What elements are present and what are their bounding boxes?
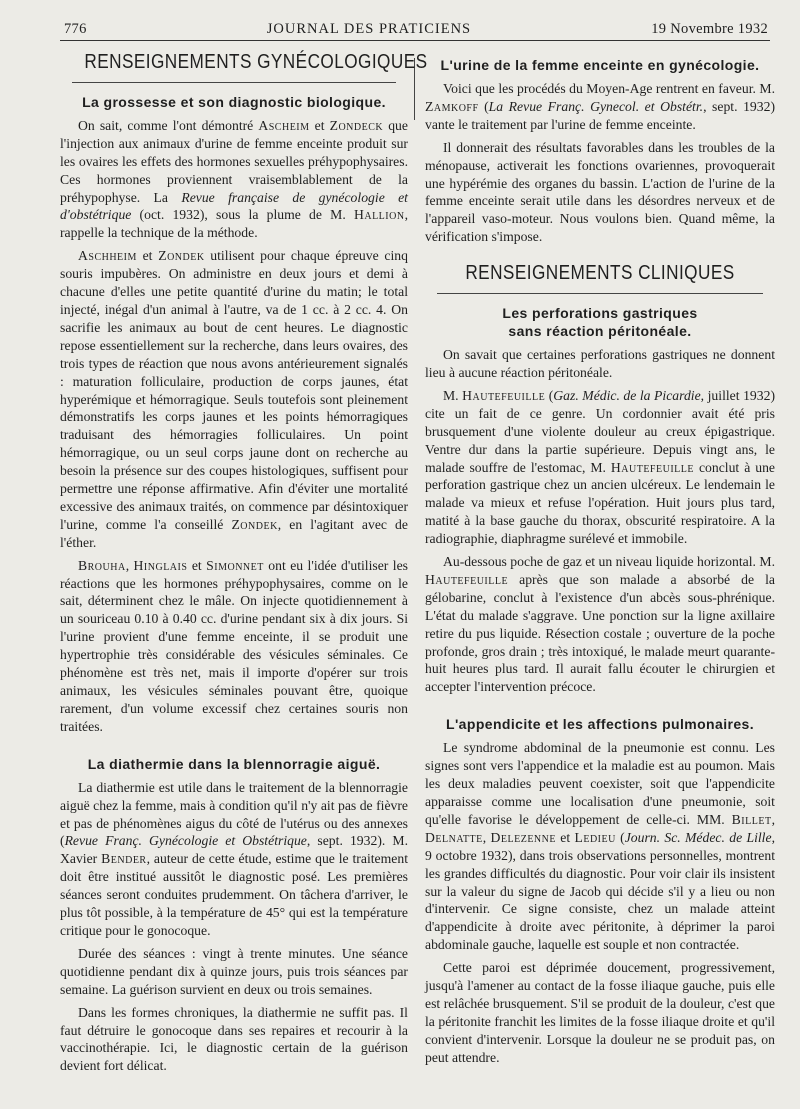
article-subtitle-perforations: sans réaction péritonéale.	[508, 323, 692, 340]
paragraph: On savait que certaines perforations gastriques ne donnent lieu à aucune réaction péritonéale.	[425, 347, 775, 380]
paragraph: Aschheim et Zondek utilisent pour chaque épreuve cinq souris impubères. On administre en deux jours et demi à chacune d'elles une petite quantité d'urine du matin; le total injecté, inégal d'un animal à l'autre, va de 1 cc. à 2 cc. 4. On sacrifie les animaux au bout de cent heures. Le diagnostic repose essentiellement sur la recherche, dans leurs ovaires, des trois types de réaction que nous avons antérieurement signalés : maturation folliculaire, production de corps jaunes, état hyperémique et hémorragique. Seuls toutefois sont pleinement démonstratifs les corps jaunes et les points hémorragiques traduisant des hémorragies folliculaires. Un point hémorragique, ou un seul corps jaune dont on recherche au besoin la présence sur des coupes histologiques, suffisent pour permettre une réponse affirmative. Afin d'éviter une mortalité excessive des animaux traités, on commence par désintoxiquer l'urine, comme l'a conseillé Zondek, en l'agitant avec de l'éther.	[60, 248, 408, 550]
paragraph: Brouha, Hinglais et Simonnet ont eu l'idée d'utiliser les réactions que les hormones préhypophysaires, comme on le sait, déterminent chez le mâle. On injecte quotidiennement à un souriceau 0.10 à 0.40 cc. d'urine pendant six à dix jours. Si l'urine provient d'une femme enceinte, il se produit une hypertrophie très considérable des vésicules séminales. Ce phénomène est très net, mais il importe d'opérer sur trois animaux, les vésicules séminales pouvant être, quoique rarement, d'un volume excessif chez certaines souris non traitées.	[60, 557, 408, 734]
header-rule	[60, 40, 770, 41]
paragraph: Voici que les procédés du Moyen-Age rentrent en faveur. M. Zamkoff (La Revue Franç. Gynecol. et Obstétr., sept. 1932) vante le traitement par l'urine de femme enceinte.	[425, 81, 776, 132]
right-column	[425, 50, 775, 1072]
page-header	[64, 18, 768, 40]
paragraph: La diathermie est utile dans le traitement de la blennorragie aiguë chez la femme, mais à condition qu'il n'y ait pas de fièvre et pas de phénomènes aigus du côté de l'utérus ou des annexes (Revue Franç. Gynécologie et Obstétrique, sept. 1932). M. Xavier Bender, auteur de cette étude, estime que le traitement doit être institué aussitôt le diagnostic posé. Les premières séances seront conduites prudemment. On tâchera d'arriver, le plus tôt possible, à la température de 45° qui est la température critique pour le gonocoque.	[60, 779, 408, 938]
paragraph: Dans les formes chroniques, la diathermie ne suffit pas. Il faut détruire le gonocoque dans ses repaires et recourir à la vaccinothérapie. Ici, le diagnostic certain de la guérison devient fort délicat.	[60, 1004, 408, 1074]
paragraph: On sait, comme l'ont démontré Ascheim et Zondeck que l'injection aux animaux d'urine de femme enceinte produit sur les ovaires les effets des hormones sexuelles préhypophysaires. Ces hormones proviennent vraisemblablement de la préhypophyse. La Revue française de gynécologie et d'obstétrique (oct. 1932), sous la plume de M. Hallion, rappelle la technique de la méthode.	[60, 117, 408, 241]
section-title-cliniques: RENSEIGNEMENTS CLINIQUES	[465, 262, 735, 285]
left-column	[60, 50, 428, 1080]
article-title-grossesse: La grossesse et son diagnostic biologique.	[82, 93, 386, 110]
paragraph: Durée des séances : vingt à trente minutes. Une séance quotidienne pendant dix à quinze jours, puis trois séances par semaine. La guérison survient en deux ou trois semaines.	[60, 945, 408, 997]
issue-date: 19 Novembre 1932	[651, 20, 768, 37]
article-title-urine: L'urine de la femme enceinte en gynécologie.	[440, 57, 760, 73]
article-title-appendicite: L'appendicite et les affections pulmonaires.	[446, 716, 754, 733]
paragraph: Cette paroi est déprimée doucement, progressivement, jusqu'à l'amener au contact de la fosse iliaque gauche, puis elle est relâchée brusquement. S'il se produit de la douleur, c'est que la péritonite franchit les limites de la fosse iliaque droite et qu'il convient d'intervenir. Lorsque la douleur ne se produit pas, on peut attendre.	[425, 960, 775, 1065]
paragraph: Il donnerait des résultats favorables dans les troubles de la ménopause, activerait les fonctions ovariennes, provoquerait une hypérémie des organes du bassin. L'action de l'urine de la femme enceinte serait utile dans les désordres nerveux et de l'appareil vaso-moteur. Nous voulons bien. Quand même, la vérification s'impose.	[425, 139, 775, 245]
article-title-perforations: Les perforations gastriques	[502, 305, 698, 322]
section-title-gyneco: RENSEIGNEMENTS GYNÉCOLOGIQUES	[84, 51, 428, 73]
paragraph: M. Hautefeuille (Gaz. Médic. de la Picardie, juillet 1932) cite un fait de ce genre. Un cordonnier avait été pris brusquement d'une violente douleur au creux épigastrique. Ventre dur dans la partie supérieure. Depuis vingt ans, le malade souffre de l'estomac, M. Hautefeuille conclut à une perforation gastrique chez un ancien ulcéreux. Le lendemain le malade va mieux et refuse l'opération. Huit jours plus tard, matité à la base gauche du thorax, obscurité respiratoire. A la radiographie, diaphragme surélevé et immobile.	[425, 387, 775, 547]
article-title-diathermie: La diathermie dans la blennorragie aiguë.	[87, 755, 381, 772]
journal-title: JOURNAL DES PRATICIENS	[266, 20, 472, 37]
section-title-rule	[437, 293, 763, 294]
section-title-rule	[72, 82, 396, 83]
paragraph: Le syndrome abdominal de la pneumonie est connu. Les signes sont vers l'appendice et la maladie est au poumon. Mais les deux maladies peuvent coexister, soit que l'appendicite apparaisse comme une localisation d'une pneumonie, soit qu'elle favorise le développement de celle-ci. MM. Billet, Delnatte, Delezenne et Ledieu (Journ. Sc. Médec. de Lille, 9 octobre 1932), dans trois observations personnelles, montrent les grandes difficultés du diagnostic. Pour voir clair ils insistent sur la valeur du signe de Jacob qui décide s'il y a lieu ou non d'intervenir. Ce signe consiste, chez un malade atteint d'appendicite à droite avec péritonite, à déprimer la paroi abdominale gauche, laquelle est souple et non contractée.	[425, 740, 775, 953]
paragraph: Au-dessous poche de gaz et un niveau liquide horizontal. M. Hautefeuille après que son malade a absorbé de la gélobarine, conclut à l'existence d'un abcès sous-phrénique. L'état du malade s'aggrave. Une ponction sur la ligne axillaire retire du pus liquide. Résection costale ; ouverture de la poche profonde, gros drain ; très intoxiqué, le malade meurt quarante-huit heures plus tard. Il aurait fallu écouter le chirurgien et accepter l'intervention précoce.	[425, 554, 775, 695]
page-number: 776	[64, 20, 87, 37]
